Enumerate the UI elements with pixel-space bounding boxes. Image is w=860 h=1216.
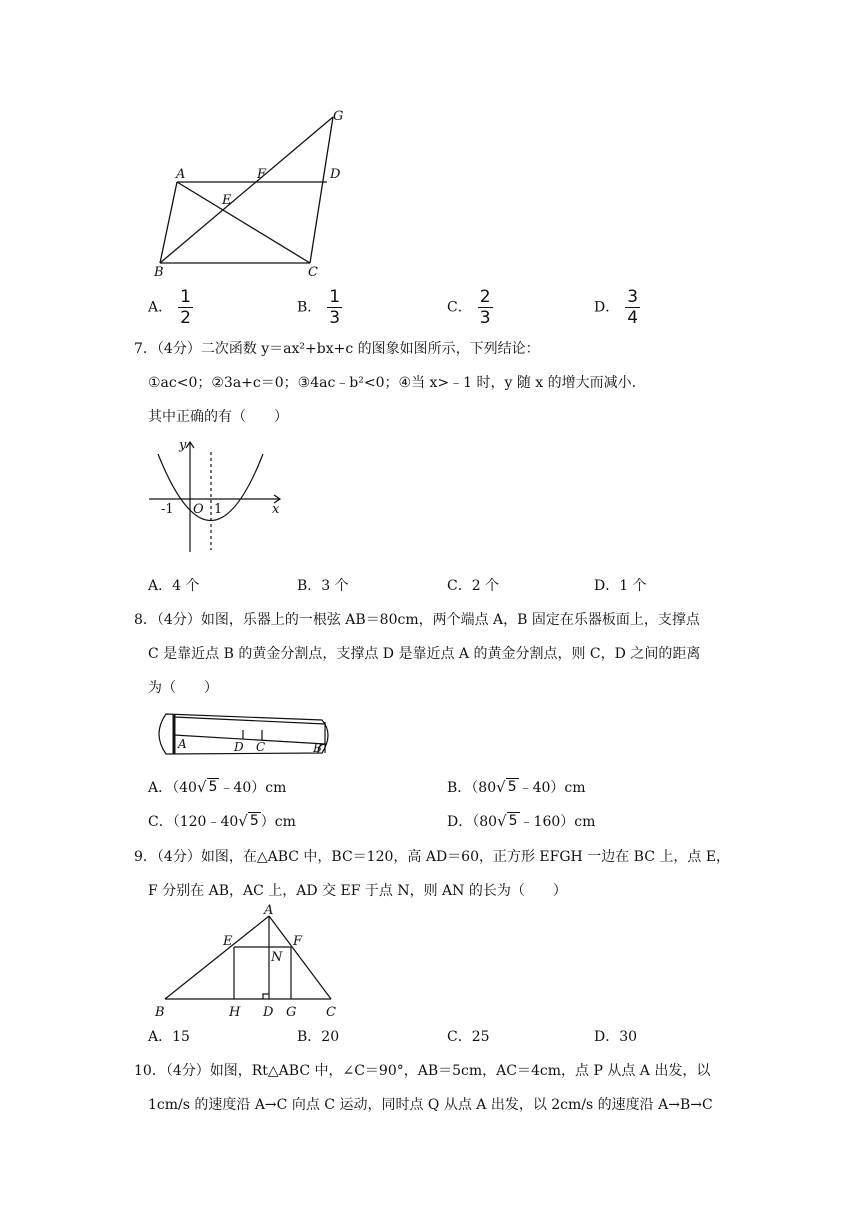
q8-option-b[interactable]: B．（80 √ 5 ﹣40）cm bbox=[447, 778, 586, 796]
q7-option-b[interactable]: B．3 个 bbox=[297, 578, 349, 594]
q8-stem-line3: 为（ ） bbox=[148, 680, 218, 696]
q8-option-c[interactable]: C．（120﹣40 √ 5 ）cm bbox=[148, 812, 296, 830]
label-b: B bbox=[155, 1005, 165, 1020]
label-c: C bbox=[326, 1005, 336, 1020]
right-angle-mark bbox=[263, 994, 269, 999]
q10-stem-line2: 1cm/s 的速度沿 A→C 向点 C 运动，同时点 Q 从点 A 出发，以 2cm/s 的速度沿 A→B→C bbox=[148, 1097, 713, 1113]
fraction: $\frac{3}{4}$ bbox=[627, 287, 639, 328]
y-axis-label: y bbox=[179, 438, 187, 453]
label-e: E bbox=[223, 934, 233, 949]
label-a: A bbox=[264, 903, 274, 918]
label-g: G bbox=[286, 1005, 297, 1020]
label-f: F bbox=[257, 167, 267, 182]
origin-label: O bbox=[193, 502, 204, 517]
label-e: E bbox=[222, 193, 232, 208]
label-d: D bbox=[263, 1005, 274, 1020]
q6-option-d[interactable]: D． $\frac{3}{4}$ bbox=[594, 287, 639, 328]
fraction: $\frac{1}{2}$ bbox=[180, 287, 191, 328]
label-a: A bbox=[176, 167, 186, 182]
label-b: B bbox=[154, 265, 164, 280]
sqrt-sign: √ 5 bbox=[496, 778, 517, 796]
label-h: H bbox=[229, 1005, 241, 1020]
q7-option-a[interactable]: A．4 个 bbox=[148, 578, 200, 594]
label-d: D bbox=[330, 167, 341, 182]
q7-stem-line1: 7．（4分）二次函数 y＝ax²+bx+c 的图象如图所示，下列结论： bbox=[134, 341, 540, 357]
q9-option-c[interactable]: C．25 bbox=[447, 1029, 490, 1045]
tick-one: 1 bbox=[214, 502, 223, 517]
string-ab bbox=[174, 735, 325, 744]
sqrt-sign: √ 5 bbox=[196, 778, 218, 796]
label-b: B bbox=[313, 741, 322, 755]
q9-option-a[interactable]: A．15 bbox=[148, 1029, 190, 1045]
fraction: $\frac{2}{3}$ bbox=[479, 287, 491, 328]
q6-option-b[interactable]: B． $\frac{1}{3}$ bbox=[297, 287, 341, 328]
string-top bbox=[174, 717, 325, 724]
seg-ac bbox=[177, 182, 310, 263]
q8-instrument-figure bbox=[150, 708, 335, 760]
label-c: C bbox=[256, 740, 266, 754]
q7-stem-line3: 其中正确的有（ ） bbox=[148, 409, 288, 425]
q9-option-b[interactable]: B．20 bbox=[297, 1029, 340, 1045]
sqrt-sign: √ 5 bbox=[497, 812, 518, 830]
label-g: G bbox=[333, 109, 344, 124]
parabola-curve bbox=[158, 454, 263, 521]
label-c: C bbox=[308, 265, 318, 280]
q7-option-c[interactable]: C．2 个 bbox=[447, 578, 500, 594]
x-axis-label: x bbox=[272, 502, 280, 517]
q9-stem-line1: 9．（4分）如图，在△ABC 中，BC＝120，高 AD＝60，正方形 EFGH 一边在 BC 上，点 E， bbox=[134, 849, 731, 865]
label-d: D bbox=[234, 740, 244, 754]
q6-option-c[interactable]: C． $\frac{2}{3}$ bbox=[447, 287, 491, 328]
q8-stem-line2: C 是靠近点 B 的黄金分割点，支撑点 D 是靠近点 A 的黄金分割点，则 C，D 之间的距离 bbox=[148, 646, 701, 662]
q6-option-a[interactable]: A． $\frac{1}{2}$ bbox=[148, 287, 191, 328]
seg-cg bbox=[310, 117, 333, 263]
q7-parabola-figure bbox=[145, 432, 290, 557]
q7-option-d[interactable]: D．1 个 bbox=[594, 578, 647, 594]
q8-stem-line1: 8．（4分）如图，乐器上的一根弦 AB＝80cm，两个端点 A，B 固定在乐器板面上，支撑点 bbox=[134, 612, 700, 628]
sqrt-sign: √ 5 bbox=[238, 812, 259, 830]
label-a: A bbox=[178, 737, 187, 751]
q9-option-d[interactable]: D．30 bbox=[594, 1029, 638, 1045]
q9-triangle-figure bbox=[145, 902, 350, 1022]
tick-minus-one: -1 bbox=[161, 502, 174, 517]
q9-stem-line2: F 分别在 AB，AC 上，AD 交 EF 于点 N，则 AN 的长为（ ） bbox=[148, 883, 567, 899]
seg-bg bbox=[160, 117, 333, 263]
label-n: N bbox=[271, 950, 283, 965]
seg-ab bbox=[165, 916, 269, 999]
label-f: F bbox=[293, 934, 303, 949]
q6-figure bbox=[140, 100, 360, 285]
q8-option-a[interactable]: A．（40 √ 5 ﹣40）cm bbox=[148, 778, 287, 796]
q8-option-d[interactable]: D．（80 √ 5 ﹣160）cm bbox=[447, 812, 596, 830]
q7-stem-line2: ①ac<0；②3a+c＝0；③4ac﹣b²<0；④当 x>﹣1 时，y 随 x 的增大而减小. bbox=[148, 375, 637, 391]
q10-stem-line1: 10．（4分）如图，Rt△ABC 中，∠C＝90°，AB＝5cm，AC＝4cm，点 P 从点 A 出发，以 bbox=[134, 1063, 711, 1079]
fraction: $\frac{1}{3}$ bbox=[329, 287, 341, 328]
